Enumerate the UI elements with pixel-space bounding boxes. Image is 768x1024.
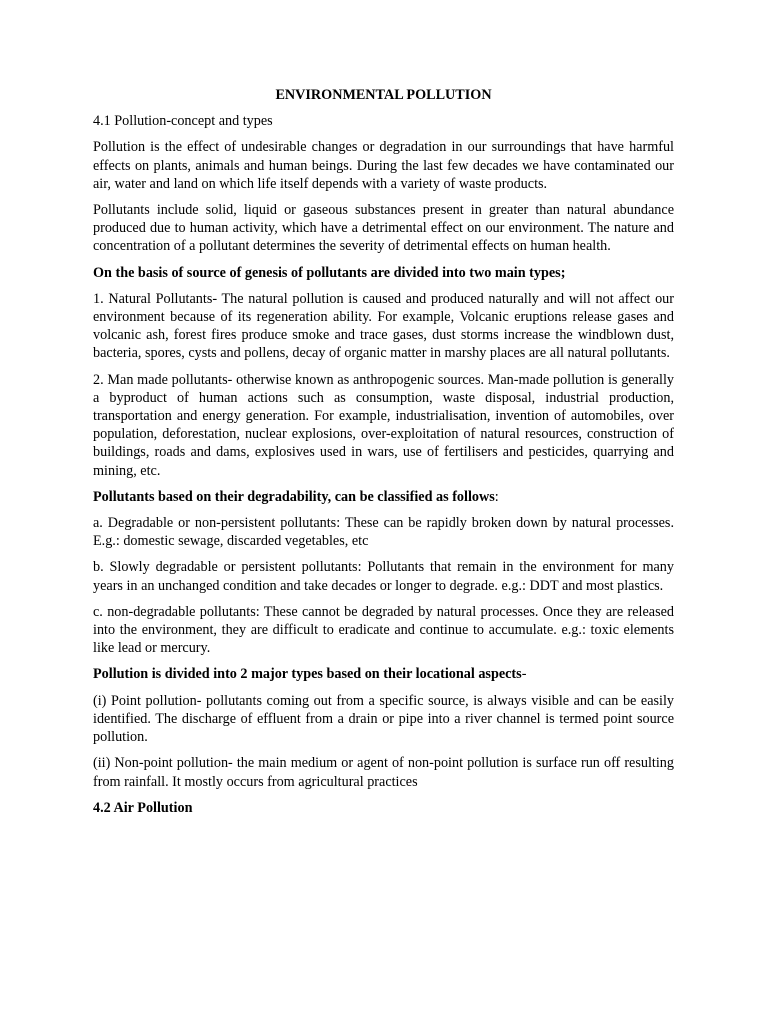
heading-degradability-text: Pollutants based on their degradability, can be classified as follows — [93, 488, 495, 505]
heading-locational-text: Pollution is divided into 2 major types based on their locational aspects — [93, 666, 522, 683]
heading-genesis-types: On the basis of source of genesis of pollutants are divided into two main types; — [93, 264, 566, 281]
document-title: ENVIRONMENTAL POLLUTION — [275, 87, 492, 103]
heading-locational — [93, 665, 674, 683]
paragraph-slowly-degradable: b. Slowly degradable or persistent pollutants: Pollutants that remain in the environment for many years in an unchanged condition and take decades or longer to degrade. e.g.: DDT and most plastics. — [93, 559, 674, 594]
paragraph-degradable: a. Degradable or non-persistent pollutants: These can be rapidly broken down by natural processes. E.g.: domestic sewage, discarded vegetables, etc — [93, 515, 674, 550]
paragraph-nonpoint-pollution: (ii) Non-point pollution- the main medium or agent of non-point pollution is surface run off resulting from rainfall. It mostly occurs from agricultural practices — [93, 755, 674, 790]
heading-degradability-colon: : — [494, 488, 499, 505]
document-page — [93, 86, 674, 825]
heading-degradability — [93, 488, 674, 506]
section-heading-4-1: 4.1 Pollution-concept and types — [93, 113, 273, 130]
paragraph-pollution-definition: Pollution is the effect of undesirable changes or degradation in our surroundings that have harmful effects on plants, animals and human beings. During the last few decades we have contaminated our air, water and land on which life itself depends with a variety of waste products. — [93, 139, 674, 192]
paragraph-manmade-pollutants: 2. Man made pollutants- otherwise known as anthropogenic sources. Man-made pollution is generally a byproduct of human actions such as consumption, waste disposal, industrial production, transportation and energy generation. For example, industrialisation, invention of automobiles, over population, deforestation, nuclear explosions, over-exploitation of natural resources, construction of buildings, roads and dams, explosives used in wars, use of fertilisers and pesticides, quarrying and mining, etc. — [93, 371, 674, 479]
paragraph-point-pollution: (i) Point pollution- pollutants coming out from a specific source, is always visible and can be easily identified. The discharge of effluent from a drain or pipe into a river channel is termed point source pollution. — [93, 692, 674, 746]
paragraph-non-degradable: c. non-degradable pollutants: These cannot be degraded by natural processes. Once they are released into the environment, they are difficult to eradicate and continue to accumulate. e.g.: toxic elements like lead or mercury. — [93, 603, 674, 657]
section-heading-4-2: 4.2 Air Pollution — [93, 799, 193, 816]
paragraph-natural-pollutants: 1. Natural Pollutants- The natural pollution is caused and produced naturally and will not affect our environment because of its regeneration ability. For example, Volcanic eruptions release gases and volcanic ash, forest fires produce smoke and trace gases, dust storms increase the windblown dust, bacteria, spores, cysts and pollens, decay of organic matter in marshy places are all natural pollutants. — [93, 290, 674, 362]
heading-locational-dash: - — [521, 666, 527, 683]
paragraph-pollutants-definition: Pollutants include solid, liquid or gaseous substances present in greater than natural abundance produced due to human activity, which have a detrimental effect on our environment. The nature and concentration of a pollutant determines the severity of detrimental effects on human health. — [93, 202, 674, 255]
